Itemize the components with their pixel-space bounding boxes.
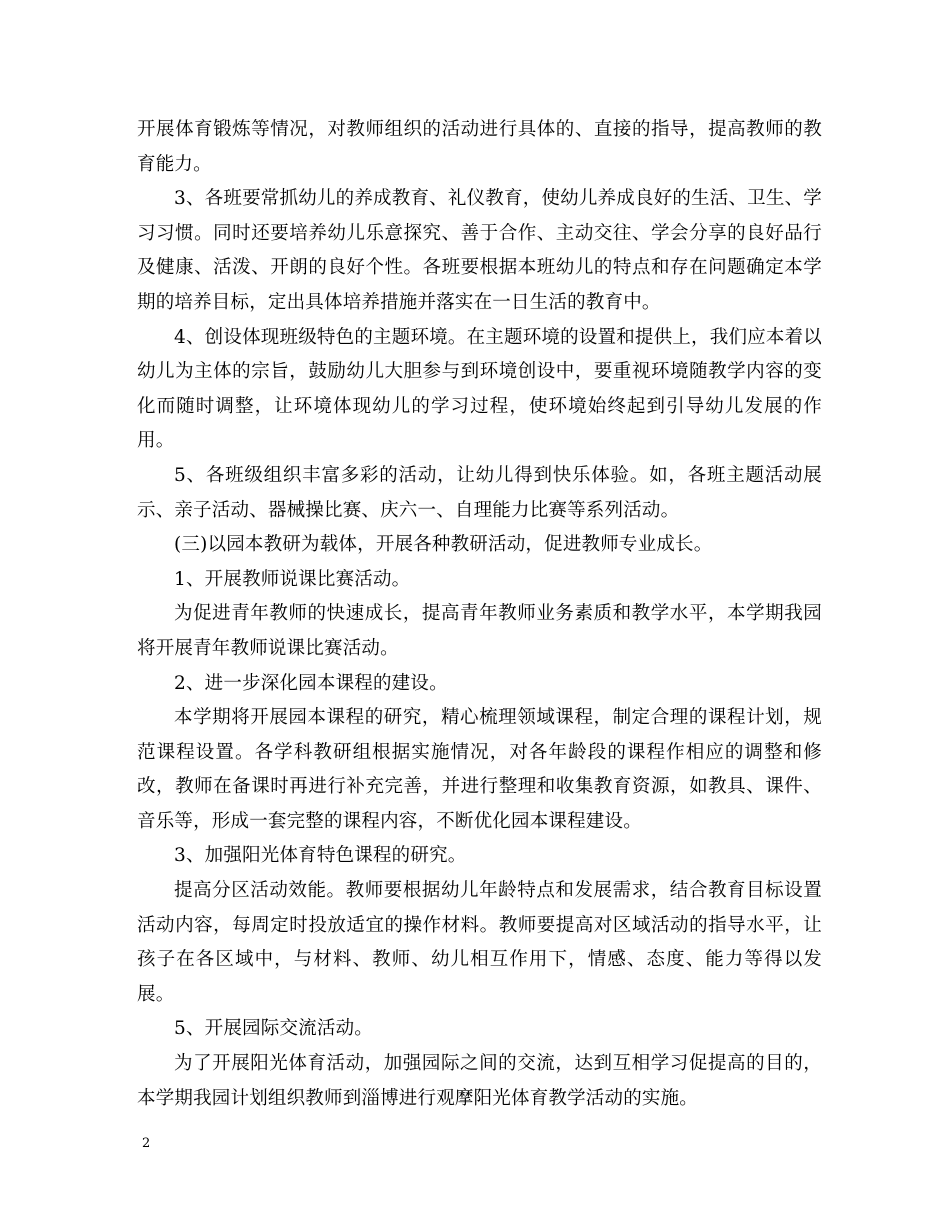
paragraph: 为了开展阳光体育活动，加强园际之间的交流，达到互相学习促提高的目的，本学期我园计划组织教师到淄博进行观摩阳光体育教学活动的实施。 <box>137 1053 822 1109</box>
paragraph: 为促进青年教师的快速成长，提高青年教师业务素质和教学水平，本学期我园将开展青年教师说课比赛活动。 <box>137 603 822 659</box>
paragraph: 本学期将开展园本课程的研究，精心梳理领域课程，制定合理的课程计划，规范课程设置。各学科教研组根据实施情况，对各年龄段的课程作相应的调整和修改，教师在备课时再进行补充完善，并进行整理和收集教育资源，如教具、课件、音乐等，形成一套完整的课程内容，不断优化园本课程建设。 <box>137 707 822 832</box>
item-heading: 2、进一步深化园本课程的建设。 <box>174 672 448 694</box>
section-heading: (三)以园本教研为载体，开展各种教研活动，促进教师专业成长。 <box>174 534 713 556</box>
page-number: 2 <box>142 1136 151 1151</box>
body-text <box>137 113 822 1116</box>
item-heading: 3、加强阳光体育特色课程的研究。 <box>174 845 467 867</box>
paragraph: 开展体育锻炼等情况，对教师组织的活动进行具体的、直接的指导，提高教师的教育能力。 <box>137 119 822 175</box>
item-heading: 1、开展教师说课比赛活动。 <box>174 568 411 590</box>
paragraph: 提高分区活动效能。教师要根据幼儿年龄特点和发展需求，结合教育目标设置活动内容，每周定时投放适宜的操作材料。教师要提高对区域活动的指导水平，让孩子在各区域中，与材料、教师、幼儿相互作用下，情感、态度、能力等得以发展。 <box>137 880 822 1005</box>
paragraph: 4、创设体现班级特色的主题环境。在主题环境的设置和提供上，我们应本着以幼儿为主体的宗旨，鼓励幼儿大胆参与到环境创设中，要重视环境随教学内容的变化而随时调整，让环境体现幼儿的学习过程，使环境始终起到引导幼儿发展的作用。 <box>137 326 822 452</box>
item-heading: 5、开展园际交流活动。 <box>174 1018 373 1040</box>
paragraph: 5、各班级组织丰富多彩的活动，让幼儿得到快乐体验。如，各班主题活动展示、亲子活动、器械操比赛、庆六一、自理能力比赛等系列活动。 <box>137 464 822 521</box>
paragraph: 3、各班要常抓幼儿的养成教育、礼仪教育，使幼儿养成良好的生活、卫生、学习习惯。同时还要培养幼儿乐意探究、善于合作、主动交往、学会分享的良好品行及健康、活泼、开朗的良好个性。各班要根据本班幼儿的特点和存在问题确定本学期的培养目标，定出具体培养措施并落实在一日生活的教育中。 <box>137 188 822 313</box>
